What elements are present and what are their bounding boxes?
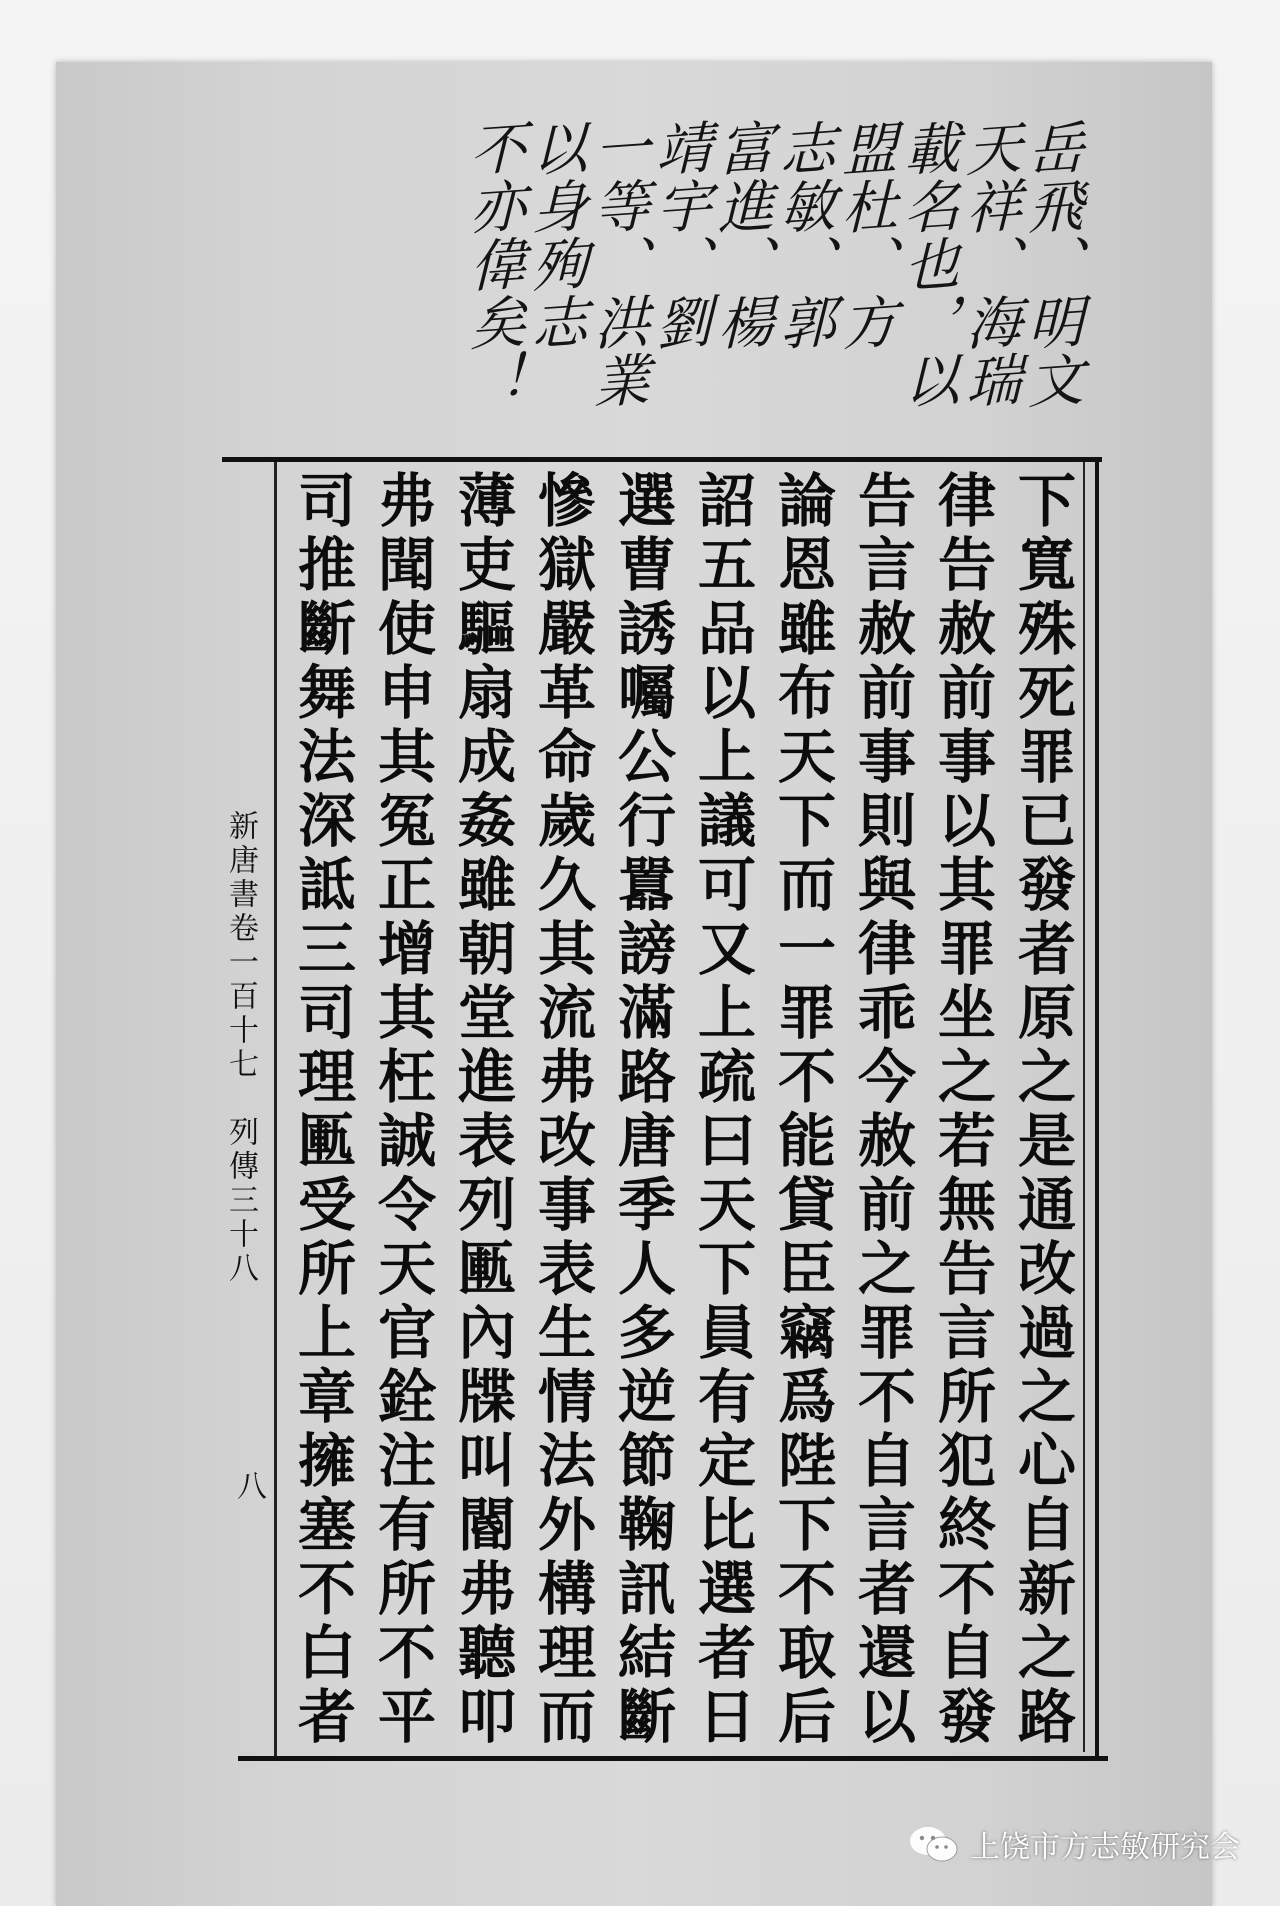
watermark [908, 1822, 1240, 1866]
watermark-text: 上饶市方志敏研究会 [970, 1830, 1240, 1865]
wechat-icon [908, 1824, 960, 1864]
printed-text-block [282, 470, 1082, 1750]
annotation-column: 不亦偉矣！ [461, 117, 526, 413]
annotation-column: 岳飛、明文 [1019, 117, 1084, 413]
text-column: 薄吏驅扇成姦雖朝堂進表列匭內牒叫閽弗聽叩 [448, 470, 516, 1750]
frame-right-inner-rule [1083, 462, 1085, 1752]
margin-page-number: 八 [231, 1470, 266, 1500]
frame-right-rule [1095, 457, 1099, 1757]
text-column: 論恩雖布天下而一罪不能貸臣竊爲陛下不取后 [768, 470, 836, 1750]
text-column: 告言赦前事則與律乖今赦前之罪不自言者還以 [848, 470, 916, 1750]
text-column: 慘獄嚴革命歲久其流弗改事表生情法外構理而 [528, 470, 596, 1750]
margin-book-label: 新唐書卷一百十七 列傳三十八 [223, 810, 258, 1286]
annotation-column: 盟杜、方 [833, 117, 898, 355]
frame-top-rule [222, 457, 1102, 462]
annotation-column: 富進、楊 [709, 117, 774, 355]
frame-bottom-rule [238, 1756, 1108, 1761]
annotation-column: 載名也，以 [895, 117, 960, 413]
frame-left-rule [274, 462, 277, 1756]
text-column: 司推斷舞法深詆三司理匭受所上章擁塞不白者 [288, 470, 356, 1750]
text-column: 詔五品以上議可又上疏曰天下員有定比選者日 [688, 470, 756, 1750]
annotation-column: 靖宇、劉 [647, 117, 712, 355]
annotation-column: 天祥、海瑞 [957, 117, 1022, 413]
text-column: 弗聞使申其冤正增其枉誠令天官銓注有所不平 [368, 470, 436, 1750]
text-column: 選曹誘囑公行囂謗滿路唐季人多逆節鞠訊結斷 [608, 470, 676, 1750]
annotation-column: 一等、洪業 [585, 117, 650, 413]
annotation-column: 志敏、郭 [771, 117, 836, 355]
annotation-column: 以身殉志 [523, 117, 588, 355]
text-column: 下寬殊死罪已發者原之是通改過之心自新之路 [1008, 470, 1076, 1750]
handwritten-annotation [260, 117, 1084, 450]
text-column: 律告赦前事以其罪坐之若無告言所犯終不自發 [928, 470, 996, 1750]
